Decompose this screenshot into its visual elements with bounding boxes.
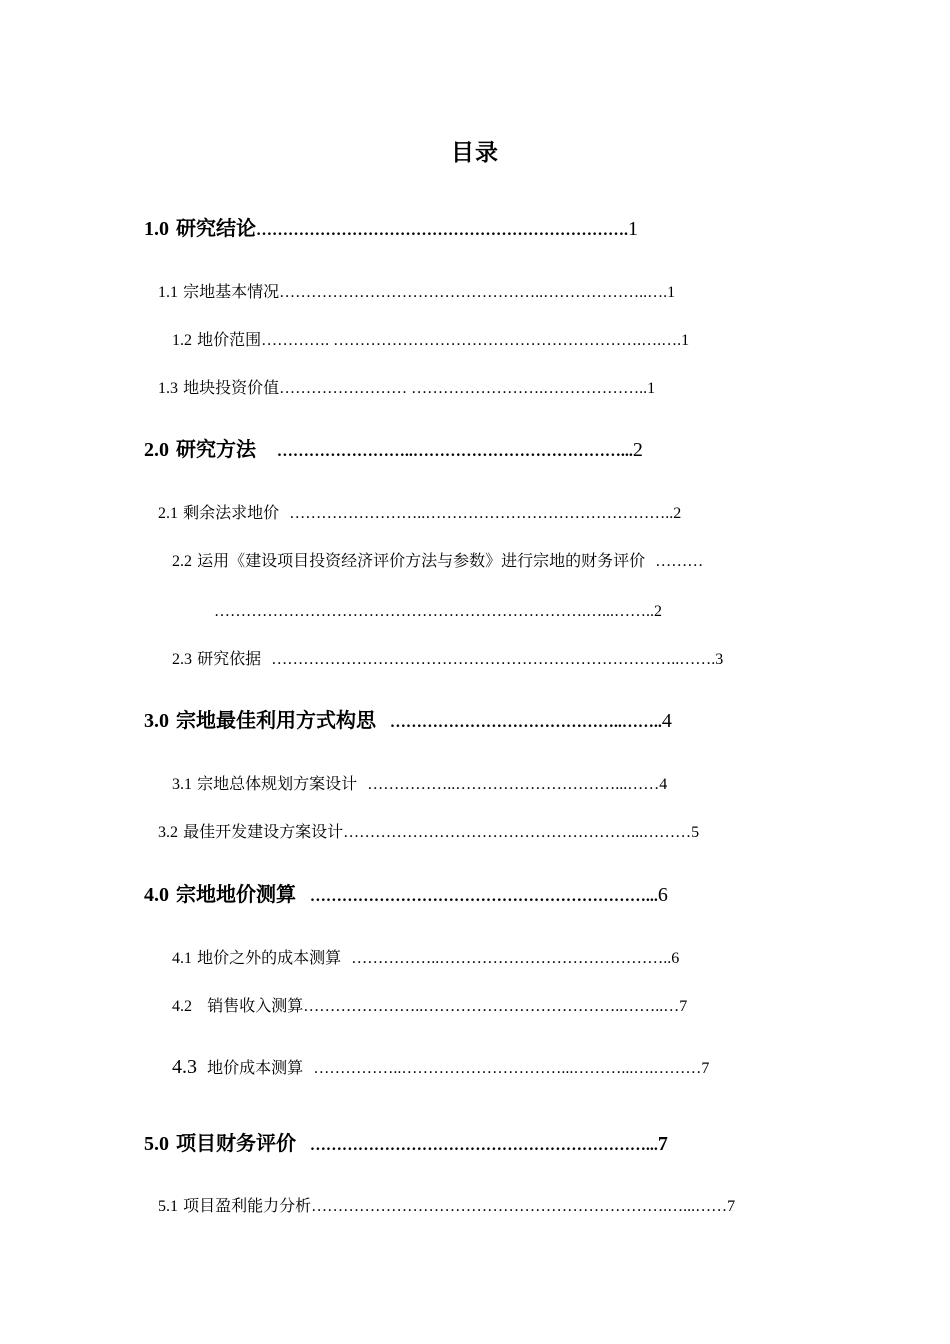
toc-entry-text: 宗地基本情况 [183, 282, 280, 301]
toc-entry-leader: ………………………………………………………... [309, 888, 658, 905]
toc-entry-page: 5 [691, 824, 700, 841]
toc-entry-text: 宗地总体规划方案设计 [197, 774, 358, 793]
toc-entry-leader: ……… [655, 553, 704, 570]
toc-entry-leader: ………………………………………………...……… [343, 824, 692, 841]
toc-entry-4-2[interactable] [172, 998, 687, 1015]
toc-entry-page: 2 [673, 505, 682, 522]
toc-entry-2-2-continuation[interactable] [214, 603, 662, 620]
toc-entry-page: 1 [667, 284, 676, 301]
toc-entry-text: 最佳开发建设方案设计 [183, 822, 344, 841]
toc-entry-number: 4.3 [172, 1056, 197, 1078]
toc-entry-text: 项目财务评价 [175, 1131, 296, 1155]
toc-entry-text: 地价之外的成本测算 [197, 948, 342, 967]
toc-entry-number: 1.2 [172, 332, 192, 349]
toc-entry-page: 1 [627, 218, 638, 240]
toc-entry-page: 7 [701, 1060, 710, 1077]
toc-entry-number: 2.0 [144, 439, 169, 461]
toc-entry-1-3[interactable] [158, 380, 655, 397]
toc-entry-number: 5.1 [158, 1198, 178, 1215]
toc-title: 目录 [451, 140, 499, 166]
toc-entry-3-1[interactable] [172, 776, 667, 793]
toc-entry-leader: …………………………………………………………………..……. [271, 651, 716, 668]
toc-entry-text: 剩余法求地价 [183, 503, 280, 522]
toc-entry-page: 3 [715, 651, 724, 668]
toc-entry-leader: ……………………..…………………………………... [276, 443, 633, 460]
toc-entry-text: 运用《建设项目投资经济评价方法与参数》进行宗地的财务评价 [197, 551, 646, 570]
toc-entry-number: 4.0 [144, 884, 169, 906]
toc-entry-leader: ……………..…………………………...…… [367, 776, 660, 793]
toc-entry-leader: …………. ………………………………………………….….…. [261, 332, 682, 349]
toc-entry-leader: ……………..…………………………………….. [351, 950, 672, 967]
toc-entry-leader: ……………………………………………………………. [255, 222, 628, 239]
toc-entry-page: 1 [681, 332, 690, 349]
toc-entry-2-0[interactable] [144, 439, 643, 460]
toc-entry-leader: ……………..…………………………...………...….……… [313, 1060, 702, 1077]
toc-entry-leader: ……………………..……………………………………….. [289, 505, 674, 522]
toc-entry-leader: …………………………………………..………………..…. [279, 284, 668, 301]
toc-entry-2-3[interactable] [172, 651, 723, 668]
toc-entry-leader: ……………………………………..…….. [389, 714, 662, 731]
toc-entry-text: 研究结论 [175, 216, 256, 240]
toc-entry-1-0[interactable] [144, 218, 638, 239]
toc-entry-2-2[interactable] [172, 553, 703, 570]
toc-entry-1-1[interactable] [158, 284, 675, 301]
toc-entry-text: 研究方法 [175, 437, 256, 461]
toc-entry-3-0[interactable] [144, 710, 672, 731]
toc-entry-4-0[interactable] [144, 884, 668, 905]
toc-entry-number: 1.0 [144, 218, 169, 240]
toc-entry-leader: …………………………………………………………….…...…….. [214, 603, 654, 620]
toc-entry-number: 4.1 [172, 950, 192, 967]
toc-entry-page: 4 [661, 710, 672, 732]
toc-entry-number: 2.1 [158, 505, 178, 522]
toc-entry-text: 地块投资价值 [183, 378, 280, 397]
toc-entry-page: 7 [657, 1133, 668, 1155]
toc-entry-page: 6 [671, 950, 680, 967]
toc-entry-leader: …………………..………………………………..……..… [303, 998, 680, 1015]
toc-entry-leader: ………………………………………………………... [309, 1137, 658, 1154]
toc-entry-page: 2 [654, 603, 662, 620]
toc-entry-number: 5.0 [144, 1133, 169, 1155]
toc-entry-4-3[interactable] [172, 1057, 709, 1077]
toc-entry-page: 7 [679, 998, 688, 1015]
toc-entry-number: 1.3 [158, 380, 178, 397]
toc-entry-number: 3.1 [172, 776, 192, 793]
toc-entry-page: 2 [632, 439, 643, 461]
toc-entry-1-2[interactable] [172, 332, 689, 349]
toc-entry-number: 2.2 [172, 553, 192, 570]
toc-entry-2-1[interactable] [158, 505, 681, 522]
toc-entry-text: 宗地地价测算 [175, 882, 296, 906]
toc-entry-4-1[interactable] [172, 950, 679, 967]
toc-entry-text: 项目盈利能力分析 [183, 1196, 312, 1215]
toc-entry-page: 1 [647, 380, 656, 397]
toc-entry-text: 地价范围 [197, 330, 262, 349]
toc-entry-number: 1.1 [158, 284, 178, 301]
toc-entry-page: 4 [659, 776, 668, 793]
toc-entry-5-1[interactable] [158, 1198, 735, 1215]
toc-entry-text: 研究依据 [197, 649, 262, 668]
toc-entry-number: 2.3 [172, 651, 192, 668]
toc-entry-leader: ………………………………………………………….…...…… [311, 1198, 728, 1215]
toc-entry-number: 3.0 [144, 710, 169, 732]
toc-entry-5-0[interactable] [144, 1133, 668, 1154]
toc-entry-text: 地价成本测算 [207, 1058, 304, 1077]
toc-entry-3-2[interactable] [158, 824, 699, 841]
toc-entry-number: 3.2 [158, 824, 178, 841]
toc-entry-page: 7 [727, 1198, 736, 1215]
toc-entry-leader: …………………… …………………….……………….. [279, 380, 648, 397]
toc-entry-text: 宗地最佳利用方式构思 [175, 708, 376, 732]
toc-entry-text: 销售收入测算 [207, 996, 304, 1015]
toc-entry-number: 4.2 [172, 998, 192, 1015]
toc-entry-page: 6 [657, 884, 668, 906]
